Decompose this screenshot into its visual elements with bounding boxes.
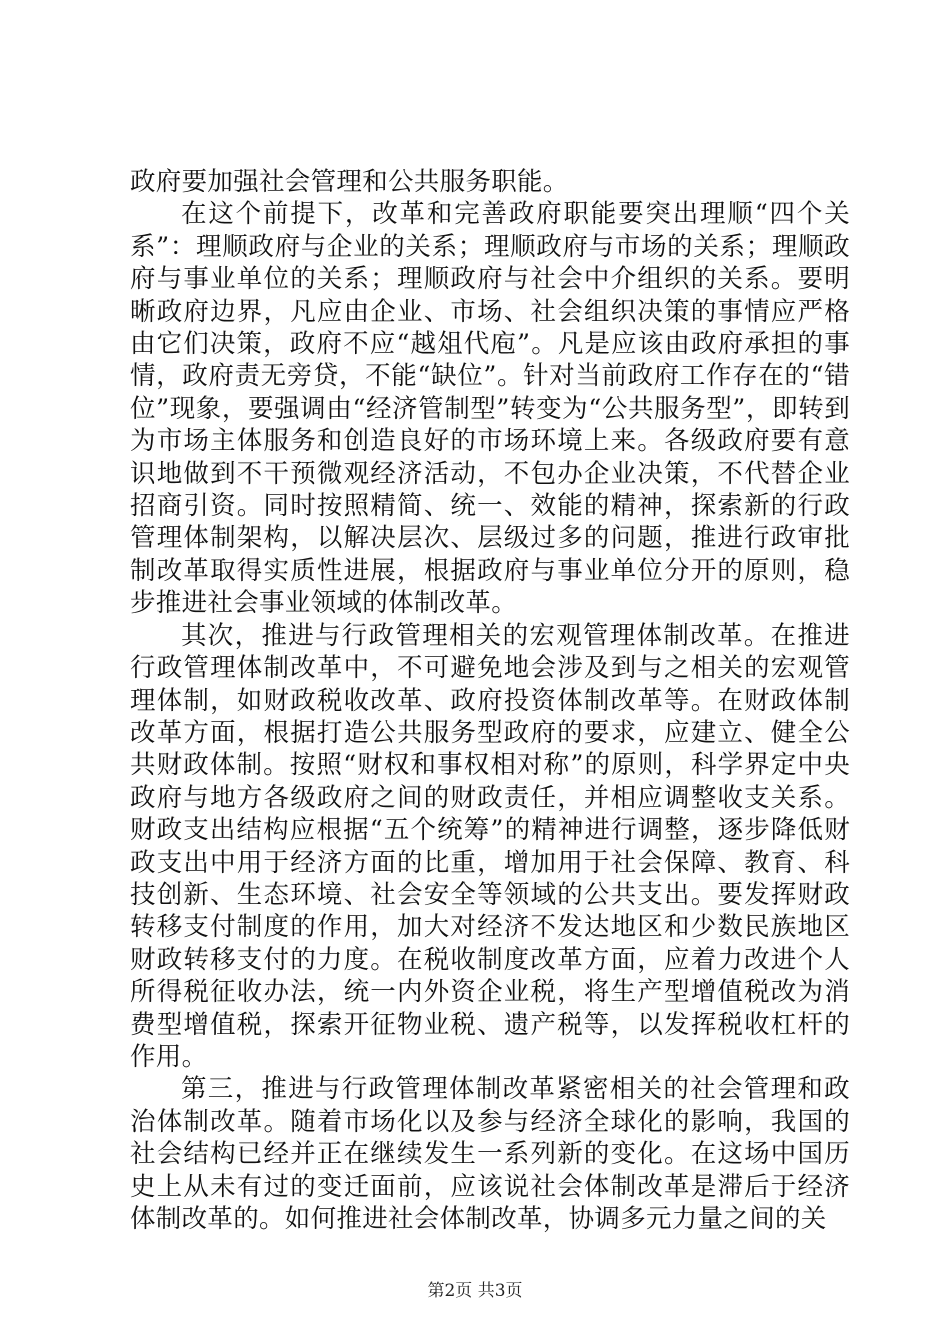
page-footer: 第2页 共3页	[427, 1281, 523, 1301]
document-body	[130, 166, 850, 1235]
paragraph-social-political-reform: 第三，推进与行政管理体制改革紧密相关的社会管理和政治体制改革。随着市场化以及参与经济全球化的影响，我国的社会结构已经并正在继续发生一系列新的变化。在这场中国历史上从未有过的变迁面前，应该说社会体制改革是滞后于经济体制改革的。如何推进社会体制改革，协调多元力量之间的关	[130, 1074, 850, 1234]
paragraph-government-functions: 在这个前提下，改革和完善政府职能要突出理顺“四个关系”：理顺政府与企业的关系；理顺政府与市场的关系；理顺政府与事业单位的关系；理顺政府与社会中介组织的关系。要明晰政府边界，凡应由企业、市场、社会组织决策的事情应严格由它们决策，政府不应“越俎代庖”。凡是应该由政府承担的事情，政府责无旁贷，不能“缺位”。针对当前政府工作存在的“错位”现象，要强调由“经济管制型”转变为“公共服务型”，即转到为市场主体服务和创造良好的市场环境上来。各级政府要有意识地做到不干预微观经济活动，不包办企业决策，不代替企业招商引资。同时按照精简、统一、效能的精神，探索新的行政管理体制架构，以解决层次、层级过多的问题，推进行政审批制改革取得实质性进展，根据政府与事业单位分开的原则，稳步推进社会事业领域的体制改革。	[130, 199, 850, 619]
paragraph-continuation: 政府要加强社会管理和公共服务职能。	[130, 167, 569, 197]
paragraph-macro-management: 其次，推进与行政管理相关的宏观管理体制改革。在推进行政管理体制改革中，不可避免地会涉及到与之相关的宏观管理体制，如财政税收改革、政府投资体制改革等。在财政体制改革方面，根据打造公共服务型政府的要求，应建立、健全公共财政体制。按照“财权和事权相对称”的原则，科学界定中央政府与地方各级政府之间的财政责任，并相应调整收支关系。财政支出结构应根据“五个统筹”的精神进行调整，逐步降低财政支出中用于经济方面的比重，增加用于社会保障、教育、科技创新、生态环境、社会安全等领域的公共支出。要发挥财政转移支付制度的作用，加大对经济不发达地区和少数民族地区财政转移支付的力度。在税收制度改革方面，应着力改进个人所得税征收办法，统一内外资企业税，将生产型增值税改为消费型增值税，探索开征物业税、遗产税等，以发挥税收杠杆的作用。	[130, 620, 850, 1072]
